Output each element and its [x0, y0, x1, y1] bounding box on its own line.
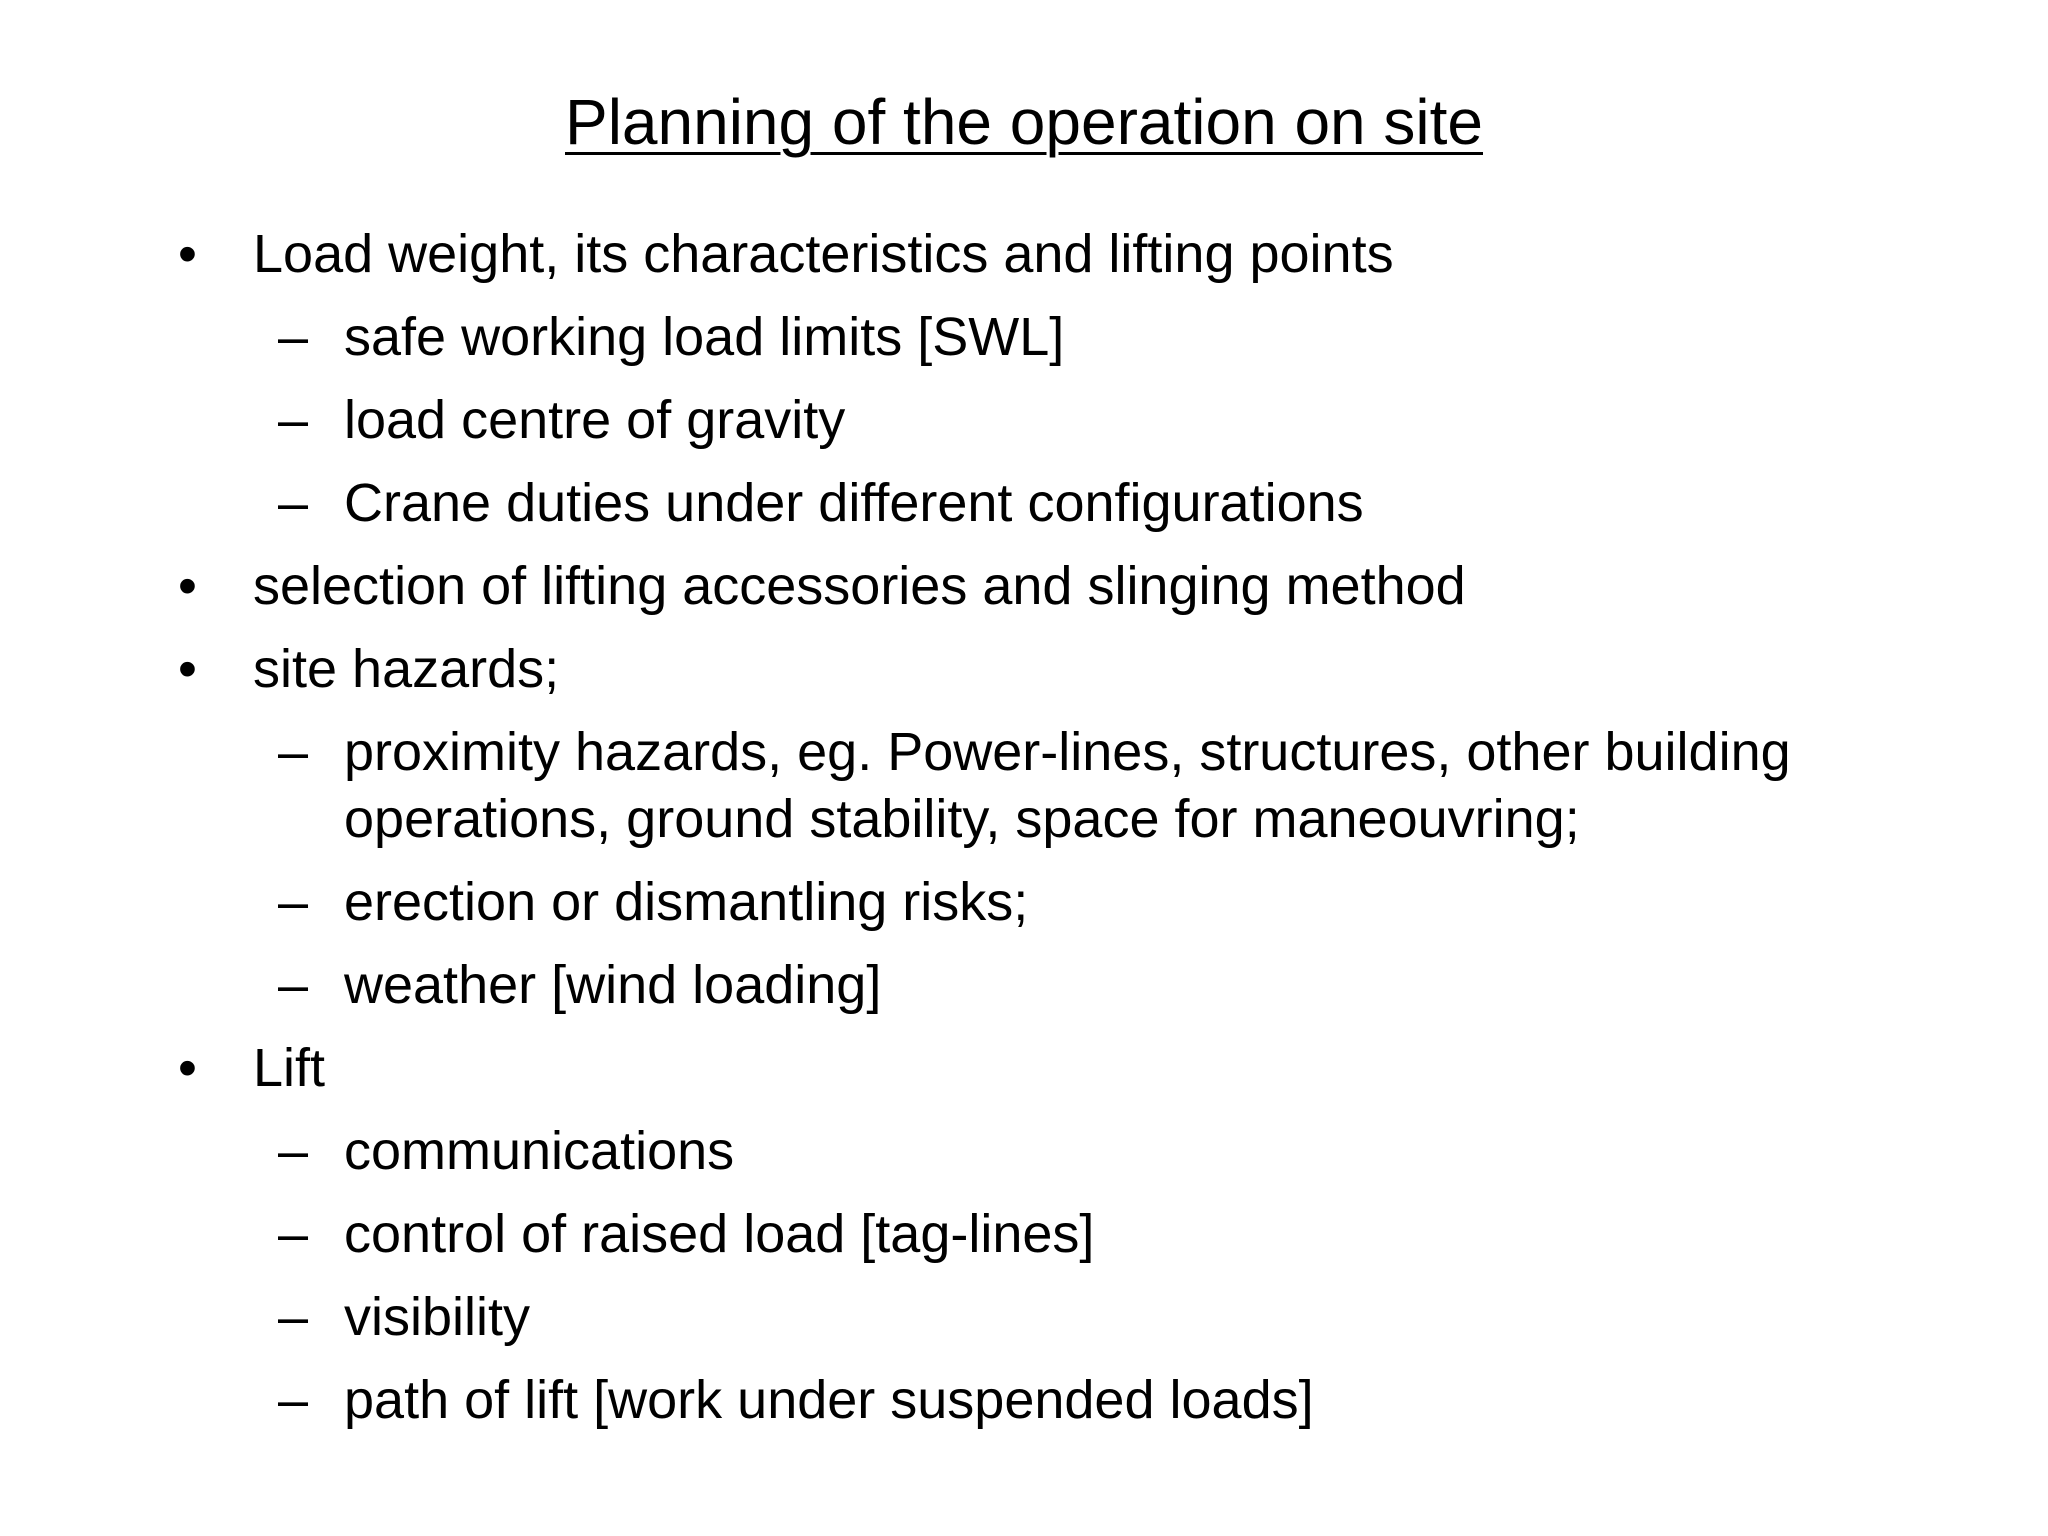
- bullet-marker: •: [178, 556, 197, 616]
- dash-marker: –: [278, 390, 309, 450]
- sub-bullet-erection-risks: erection or dismantling risks;: [344, 872, 1029, 932]
- dash-marker: –: [278, 307, 309, 367]
- bullet-lifting-accessories: selection of lifting accessories and slinging method: [253, 556, 1466, 616]
- bullet-lift: Lift: [253, 1038, 326, 1098]
- bullet-marker: •: [178, 1038, 197, 1098]
- dash-marker: –: [278, 1204, 309, 1264]
- dash-marker: –: [278, 955, 309, 1015]
- bullet-load-weight: Load weight, its characteristics and lifting points: [253, 224, 1394, 284]
- dash-marker: –: [278, 872, 309, 932]
- dash-marker: –: [278, 722, 309, 782]
- bullet-marker: •: [178, 639, 197, 699]
- slide-title-text: Planning of the operation on site: [565, 86, 1483, 158]
- slide-title: [0, 82, 2048, 162]
- sub-bullet-centre-of-gravity: load centre of gravity: [344, 390, 846, 450]
- dash-marker: –: [278, 473, 309, 533]
- bullet-marker: •: [178, 224, 197, 284]
- sub-bullet-communications: communications: [344, 1121, 735, 1181]
- sub-bullet-swl: safe working load limits [SWL]: [344, 307, 1065, 367]
- sub-bullet-proximity-hazards: proximity hazards, eg. Power-lines, structures, other building: [344, 722, 1791, 782]
- dash-marker: –: [278, 1121, 309, 1181]
- sub-bullet-crane-duties: Crane duties under different configurations: [344, 473, 1364, 533]
- bullet-site-hazards: site hazards;: [253, 639, 560, 699]
- sub-bullet-weather: weather [wind loading]: [344, 955, 882, 1015]
- sub-bullet-path-of-lift: path of lift [work under suspended loads]: [344, 1370, 1314, 1430]
- sub-bullet-control-raised-load: control of raised load [tag-lines]: [344, 1204, 1095, 1264]
- sub-bullet-visibility: visibility: [344, 1287, 531, 1347]
- sub-bullet-proximity-hazards-cont: operations, ground stability, space for maneouvring;: [344, 789, 1580, 849]
- dash-marker: –: [278, 1287, 309, 1347]
- dash-marker: –: [278, 1370, 309, 1430]
